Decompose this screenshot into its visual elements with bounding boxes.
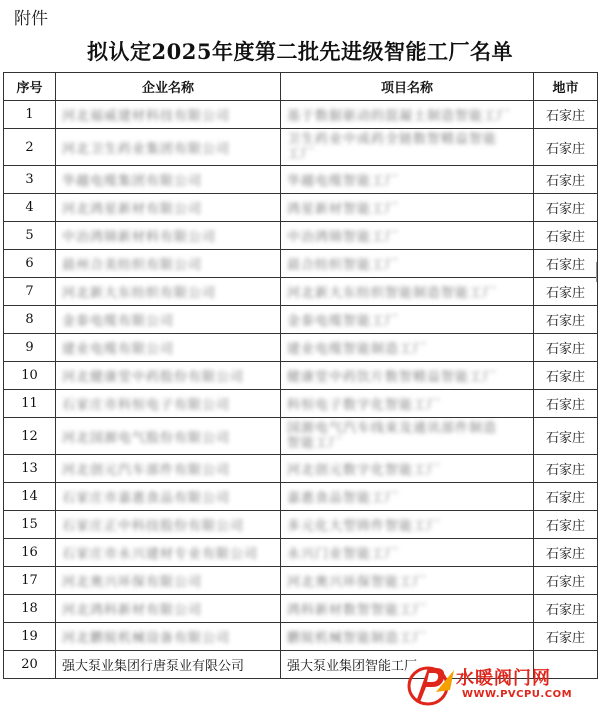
company-name: 石家庄市嘉惠食品有限公司 bbox=[62, 491, 231, 506]
row-number: 15 bbox=[4, 511, 56, 539]
project-name-cell bbox=[281, 595, 534, 623]
project-name-cell bbox=[281, 334, 534, 362]
company-name-cell bbox=[56, 362, 281, 390]
table-row bbox=[4, 306, 598, 334]
company-name-cell bbox=[56, 222, 281, 250]
company-name: 石家庄市永兴建材专业有限公司 bbox=[62, 547, 259, 562]
project-name: 嘉惠食品智能工厂 bbox=[287, 491, 400, 506]
company-name: 晨州合美纺织有限公司 bbox=[62, 258, 203, 273]
watermark-logo bbox=[406, 662, 596, 708]
table-row bbox=[4, 101, 598, 129]
project-name: 河北创元数字化智能工厂 bbox=[287, 463, 442, 478]
row-number: 16 bbox=[4, 539, 56, 567]
row-number: 5 bbox=[4, 222, 56, 250]
company-name: 中冶鸿锦新材料有限公司 bbox=[62, 230, 217, 245]
company-name-cell bbox=[56, 390, 281, 418]
project-name: 科恒电子数字化智能工厂 bbox=[287, 398, 442, 413]
company-name-cell bbox=[56, 101, 281, 129]
project-name: 鸿科新材数智智能工厂 bbox=[287, 603, 428, 618]
project-name: 国源电气汽车线束及通讯部件制造智能工厂 bbox=[287, 421, 498, 451]
project-name-cell bbox=[281, 222, 534, 250]
row-number: 12 bbox=[4, 418, 56, 455]
company-name: 石家庄正中科技股份有限公司 bbox=[62, 519, 245, 534]
table-row bbox=[4, 278, 598, 306]
city-cell: 石家庄 bbox=[534, 306, 598, 334]
company-name-cell bbox=[56, 418, 281, 455]
city-cell: 石家庄 bbox=[534, 390, 598, 418]
row-number: 1 bbox=[4, 101, 56, 129]
project-name: 多元化大型铸件智能工厂 bbox=[287, 519, 442, 534]
table-header-row bbox=[4, 73, 598, 101]
company-name: 石家庄市科恒电子有限公司 bbox=[62, 398, 231, 413]
company-name: 建业电缆有限公司 bbox=[62, 342, 175, 357]
row-number: 8 bbox=[4, 306, 56, 334]
project-name-cell bbox=[281, 511, 534, 539]
company-name: 河北奥兴环保有限公司 bbox=[62, 575, 203, 590]
city-cell: 石家庄 bbox=[534, 539, 598, 567]
row-number: 6 bbox=[4, 250, 56, 278]
project-name: 强大泵业集团智能工厂 bbox=[287, 659, 418, 674]
project-name: 晨合纺织智能工厂 bbox=[287, 258, 400, 273]
project-name: 健康堂中药饮片数智精益智能工厂 bbox=[287, 370, 498, 385]
project-name: 建业电缆智能制造工厂 bbox=[287, 342, 428, 357]
company-name-cell bbox=[56, 651, 281, 679]
company-name-cell bbox=[56, 129, 281, 166]
table-row bbox=[4, 129, 598, 166]
header-number: 序号 bbox=[4, 73, 56, 101]
company-name: 河北鸿科新材有限公司 bbox=[62, 603, 203, 618]
company-name: 河北福威建材科技有限公司 bbox=[62, 109, 231, 124]
city-cell: 石家庄 bbox=[534, 250, 598, 278]
row-number: 4 bbox=[4, 194, 56, 222]
project-name: 基于数据驱动的混凝土制造智能工厂 bbox=[287, 109, 512, 124]
header-city: 地市 bbox=[534, 73, 598, 101]
company-name: 河北卫生药业集团有限公司 bbox=[62, 141, 231, 157]
city-cell: 石家庄 bbox=[534, 455, 598, 483]
project-name-cell bbox=[281, 129, 534, 166]
company-name-cell bbox=[56, 194, 281, 222]
city-cell: 石家庄 bbox=[534, 623, 598, 651]
header-company: 企业名称 bbox=[56, 73, 281, 101]
company-name-cell bbox=[56, 278, 281, 306]
page-edge-marker bbox=[596, 262, 600, 282]
project-name-cell bbox=[281, 194, 534, 222]
project-name: 华越电缆智能工厂 bbox=[287, 174, 400, 189]
city-cell: 石家庄 bbox=[534, 101, 598, 129]
company-name-cell bbox=[56, 250, 281, 278]
table-row bbox=[4, 511, 598, 539]
company-name: 强大泵业集团行唐泵业有限公司 bbox=[62, 659, 245, 674]
row-number: 14 bbox=[4, 483, 56, 511]
company-name-cell bbox=[56, 623, 281, 651]
project-name-cell bbox=[281, 567, 534, 595]
city-cell: 石家庄 bbox=[534, 595, 598, 623]
project-name: 鸿星新材智能工厂 bbox=[287, 202, 400, 217]
table-row bbox=[4, 595, 598, 623]
city-cell: 石家庄 bbox=[534, 567, 598, 595]
row-number: 19 bbox=[4, 623, 56, 651]
company-name-cell bbox=[56, 306, 281, 334]
company-name: 河北健康堂中药股份有限公司 bbox=[62, 370, 245, 385]
attachment-label: 附件 bbox=[14, 9, 48, 29]
project-name-cell bbox=[281, 101, 534, 129]
row-number: 20 bbox=[4, 651, 56, 679]
city-cell: 石家庄 bbox=[534, 129, 598, 166]
company-name: 河北新大东纺织有限公司 bbox=[62, 286, 217, 301]
table-row bbox=[4, 166, 598, 194]
row-number: 7 bbox=[4, 278, 56, 306]
project-name-cell bbox=[281, 390, 534, 418]
company-name-cell bbox=[56, 567, 281, 595]
table-row bbox=[4, 418, 598, 455]
document-title: 拟认定2025年度第二批先进级智能工厂名单 bbox=[87, 39, 513, 64]
row-number: 17 bbox=[4, 567, 56, 595]
project-name-cell bbox=[281, 278, 534, 306]
table-row bbox=[4, 390, 598, 418]
city-cell: 石家庄 bbox=[534, 483, 598, 511]
company-name: 河北创元汽车部件有限公司 bbox=[62, 463, 231, 478]
company-name-cell bbox=[56, 483, 281, 511]
project-name-cell bbox=[281, 166, 534, 194]
row-number: 9 bbox=[4, 334, 56, 362]
row-number: 11 bbox=[4, 390, 56, 418]
project-name: 中冶鸿锦智能工厂 bbox=[287, 230, 400, 245]
project-name: 卫生药业中成药全链数智精益智能工厂 bbox=[287, 132, 498, 162]
city-cell: 石家庄 bbox=[534, 511, 598, 539]
project-name: 鹏锐机械智能制造工厂 bbox=[287, 631, 428, 646]
company-name: 河北鹏锐机械设备有限公司 bbox=[62, 631, 231, 646]
company-name-cell bbox=[56, 511, 281, 539]
watermark-emblem-icon bbox=[406, 662, 458, 708]
city-cell: 石家庄 bbox=[534, 194, 598, 222]
project-name-cell bbox=[281, 483, 534, 511]
factory-list-table bbox=[3, 72, 598, 679]
city-cell: 石家庄 bbox=[534, 166, 598, 194]
project-name: 河北奥兴环保智能工厂 bbox=[287, 575, 428, 590]
project-name-cell bbox=[281, 418, 534, 455]
project-name-cell bbox=[281, 250, 534, 278]
project-name-cell bbox=[281, 539, 534, 567]
row-number: 3 bbox=[4, 166, 56, 194]
project-name: 永兴门业智能工厂 bbox=[287, 547, 400, 562]
table-row bbox=[4, 250, 598, 278]
company-name-cell bbox=[56, 334, 281, 362]
city-cell: 石家庄 bbox=[534, 418, 598, 455]
company-name-cell bbox=[56, 595, 281, 623]
project-name-cell bbox=[281, 362, 534, 390]
row-number: 10 bbox=[4, 362, 56, 390]
table-row bbox=[4, 483, 598, 511]
company-name: 河北国源电气股份有限公司 bbox=[62, 430, 231, 446]
company-name: 华越电缆集团有限公司 bbox=[62, 174, 203, 189]
table-row bbox=[4, 623, 598, 651]
project-name-cell bbox=[281, 623, 534, 651]
project-name: 金泰电缆智能工厂 bbox=[287, 314, 400, 329]
table-row bbox=[4, 455, 598, 483]
table-body bbox=[4, 101, 598, 679]
row-number: 2 bbox=[4, 129, 56, 166]
project-name-cell bbox=[281, 306, 534, 334]
company-name-cell bbox=[56, 166, 281, 194]
company-name: 河北鸿星新材有限公司 bbox=[62, 202, 203, 217]
project-name: 河北新大东纺织智能制造智能工厂 bbox=[287, 286, 498, 301]
table-row bbox=[4, 362, 598, 390]
company-name: 金泰电缆有限公司 bbox=[62, 314, 175, 329]
row-number: 18 bbox=[4, 595, 56, 623]
company-name-cell bbox=[56, 455, 281, 483]
table-row bbox=[4, 567, 598, 595]
header-project: 项目名称 bbox=[281, 73, 534, 101]
table-row bbox=[4, 194, 598, 222]
watermark-url: WWW.PVCPU.COM bbox=[462, 689, 573, 700]
table-row bbox=[4, 539, 598, 567]
company-name-cell bbox=[56, 539, 281, 567]
city-cell: 石家庄 bbox=[534, 222, 598, 250]
project-name-cell bbox=[281, 455, 534, 483]
row-number: 13 bbox=[4, 455, 56, 483]
table-row bbox=[4, 222, 598, 250]
city-cell: 石家庄 bbox=[534, 334, 598, 362]
city-cell: 石家庄 bbox=[534, 278, 598, 306]
city-cell: 石家庄 bbox=[534, 362, 598, 390]
table-row bbox=[4, 334, 598, 362]
watermark-text: 水暖阀门网 bbox=[456, 668, 551, 689]
